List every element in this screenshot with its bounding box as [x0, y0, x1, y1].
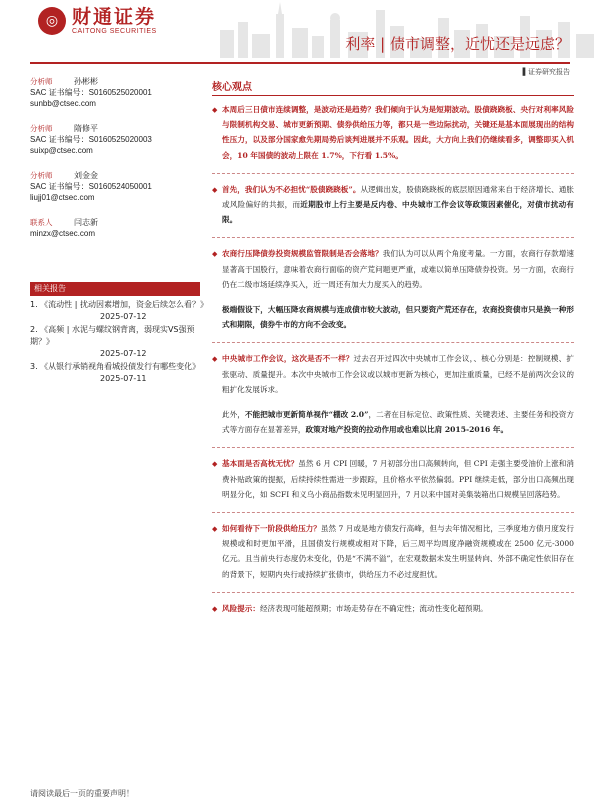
analyst-email[interactable]: sunbb@ctsec.com	[30, 99, 96, 108]
core-point-2: ◆ 首先，我们认为不必担忧“股债跷跷板”。从逻辑出发，股债跷跷板的底层原因通常来自于经济增长、通胀或风险偏好的共振，而近期股市上行主要是反内卷、中央城市工作会议等政策因素催化，对债市扰动有限。	[212, 184, 575, 225]
logo-english-name: CAITONG SECURITIES	[72, 28, 157, 35]
report-title: 利率 | 债市调整，近忧还是远虑？	[345, 35, 570, 53]
related-report-title[interactable]: 1. 《流动性 | 扰动因素增加，资金后续怎么看？》	[30, 300, 208, 309]
core-point-1: ◆ 本周后三日债市连续调整，是波动还是趋势？我们倾向于认为是短期波动。股债跷跷板、央行对利率风险与限制机构交易、城市更新预期、债券供给压力等，都只是一些边际扰动，关键还是基本面展现出的结构性压力，以及部分国家愈先期局势后谈判进展并不乐观。因此，大方向上我们仍继续看多，调整即买入机会，10 年国债的波动上限在 1.7%，下行看 1.5%。	[212, 105, 574, 160]
core-point-3: ◆ 农商行压降债券投资规模监管限制是否会落地？我们认为可以从两个角度考量。一方面，农商行存款增速显著高于国股行，意味着农商行面临的资产荒问题更严重，或难以简单压降债券投资。另一方面，农商行仍在二级市场延续净买入，近一周还有加大力度买入的趋势。	[212, 249, 575, 289]
header-divider	[30, 62, 570, 64]
core-point-6: ◆ 如何看待下一阶段供给压力？虽然 7 月或是地方债发行高峰，但与去年情况相比，三季度地方债月度发行规模或和时更加平滑，且国债发行规模或相对下降，后三周平均周度净融资规模或在 2500 亿元-3000 亿元。且当前央行态度仍未变化，仍是“不满不溢”，在宏观数据未发生明显转向、外部不确定性依旧存在的背景下，短期内央行或持续扩张债市，供给压力不必过度担忧。	[212, 524, 575, 579]
risk-warning: ◆ 风险提示：经济表现可能超预期；市场走势存在不确定性；流动性变化超预期。	[212, 601, 574, 616]
company-logo	[38, 6, 157, 35]
related-report-title[interactable]: 2. 《高频 | 水泥与螺纹钢背离，弱现实VS强预期？》	[30, 325, 195, 346]
analyst-role: 分析师	[30, 77, 53, 86]
analyst-card	[30, 123, 200, 156]
diamond-bullet-icon: ◆	[212, 185, 218, 194]
core-views-heading: 核心观点	[212, 78, 574, 96]
core-point-3-extreme: 极端假设下，大幅压降农商规模与连成债市较大波动，但只要资产荒还存在，农商投资债市只是换一种形式和期限，债券牛市的方向不会改变。	[222, 305, 574, 330]
analyst-name: 孙彬彬	[74, 77, 98, 86]
analyst-sac: SAC 证书编号：S0160525020003	[30, 135, 152, 144]
diamond-bullet-icon: ◆	[212, 106, 218, 114]
logo-chinese-name: 财通证券	[72, 6, 157, 28]
analyst-sac: SAC 证书编号：S0160525020001	[30, 88, 152, 97]
related-report-date: 2025-07-12	[100, 349, 147, 358]
core-views-section	[212, 78, 574, 626]
analyst-card	[30, 76, 200, 109]
related-report-date: 2025-07-12	[100, 312, 147, 321]
contact-name: 闫志新	[74, 218, 98, 227]
diamond-bullet-icon: ◆	[212, 604, 218, 613]
dashed-divider	[212, 512, 574, 513]
diamond-bullet-icon: ◆	[212, 460, 218, 469]
analyst-email[interactable]: suixp@ctsec.com	[30, 146, 93, 155]
analyst-email[interactable]: liujj01@ctsec.com	[30, 193, 95, 202]
dashed-divider	[212, 592, 574, 593]
related-report-item[interactable]	[30, 299, 208, 323]
core-point-5: ◆ 基本面是否高枕无忧？虽然 6 月 CPI 回暖，7 月初部分出口高频转向，但 CPI 走强主要受油价上涨和消费补贴政策的提振，后续持续性需进一步跟踪，且价格水平依然偏弱。PPI 继续走低，部分出口高频出现明显分化，如 SCFI 和义乌小商品指数未见明显回升，7 月以来中国对美集装箱出口规模呈回落趋势。	[212, 459, 574, 499]
related-reports-heading: 相关报告	[30, 282, 200, 296]
analyst-card	[30, 170, 200, 203]
dashed-divider	[212, 447, 574, 448]
disclaimer-footer: 请阅读最后一页的重要声明！	[30, 789, 134, 798]
core-point-4: ◆ 中央城市工作会议，这次是否不一样？过去召开过四次中央城市工作会议，、核心分别是：控制规模、扩张驱动、质量提升。本次中央城市工作会议或以城市更新为核心，更加注重质量，已经不是前两次会议的粗扩化发展诉求。	[212, 354, 574, 394]
contact-role: 联系人	[30, 218, 53, 227]
analyst-role: 分析师	[30, 124, 53, 133]
analyst-sac: SAC 证书编号：S0160524050001	[30, 182, 152, 191]
contact-email[interactable]: minzx@ctsec.com	[30, 229, 96, 238]
analyst-list	[30, 76, 200, 253]
contact-card	[30, 217, 200, 239]
diamond-bullet-icon: ◆	[212, 525, 218, 534]
diamond-bullet-icon: ◆	[212, 250, 218, 259]
diamond-bullet-icon: ◆	[212, 355, 218, 364]
dashed-divider	[212, 237, 574, 238]
related-report-item[interactable]	[30, 324, 205, 360]
logo-mark-icon: ◎	[38, 7, 66, 35]
related-report-item[interactable]	[30, 361, 205, 385]
dashed-divider	[212, 173, 574, 174]
report-type-label: ▌证券研究报告	[522, 68, 570, 76]
report-header	[0, 0, 600, 76]
analyst-role: 分析师	[30, 171, 53, 180]
related-report-date: 2025-07-11	[100, 374, 147, 383]
related-reports-list	[30, 299, 208, 386]
analyst-name: 刘金金	[74, 171, 98, 180]
dashed-divider	[212, 342, 574, 343]
core-point-4-extra: 此外，不能把城市更新简单视作“棚改 2.0”，二者在目标定位、政策性质、关键表述、主要任务和投资方式等方面存在显著差异，政策对地产投资的拉动作用或也难以比肩 2015-2016 年。	[222, 410, 575, 435]
analyst-name: 隋修平	[74, 124, 98, 133]
related-report-title[interactable]: 3. 《从银行承销视角看城投债发行有哪些变化》	[30, 362, 201, 371]
